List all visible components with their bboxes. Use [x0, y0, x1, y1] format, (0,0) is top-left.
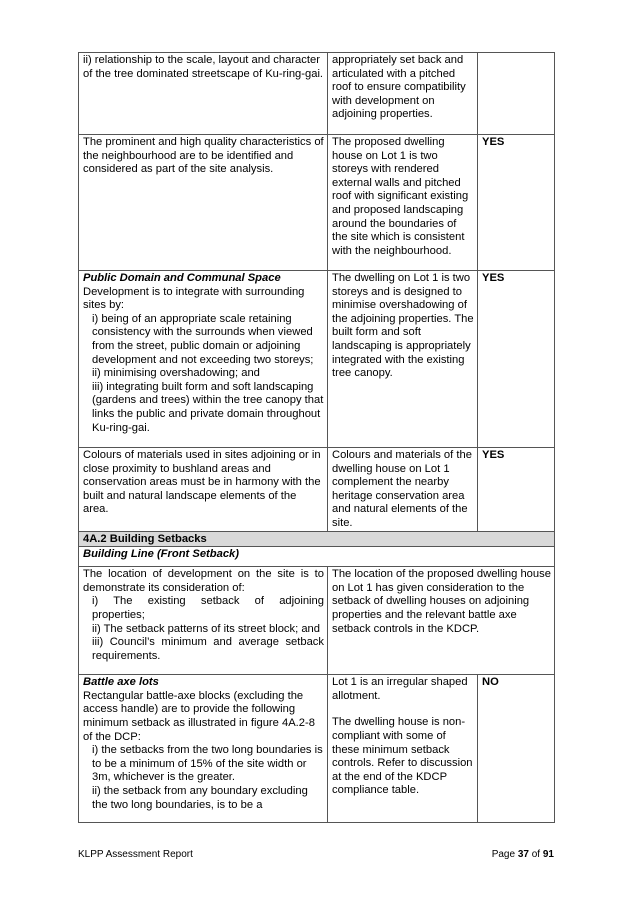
- comment-text: The location of the proposed dwelling house on Lot 1 has given consideration to the setback of dwelling houses on adjoining properties and the relevant battle axe setback controls in the KDCP.: [332, 568, 551, 635]
- comment-cell: [328, 567, 555, 675]
- subsection-row: [79, 547, 555, 567]
- comment-text: appropriately set back and articulated with a pitched roof to ensure compatibility with development on adjoining properties.: [332, 54, 466, 121]
- table-row: [79, 53, 555, 135]
- section-row: [79, 531, 555, 547]
- row-heading: Public Domain and Communal Space: [83, 272, 281, 284]
- page-of: of: [531, 849, 541, 860]
- comment-text: The dwelling house is non-compliant with some of these minimum setback controls. Refer to discussion at the end of the KDCP compliance table.: [332, 716, 473, 797]
- comment-text: Colours and materials of the dwelling house on Lot 1 complement the nearby heritage conservation area and natural elements of the site.: [332, 449, 472, 529]
- requirement-intro: Rectangular battle-axe blocks (excluding the access handle) are to provide the following minimum setback as illustrated in figure 4A.2-8 of the DCP:: [83, 689, 315, 743]
- requirement-item: i) the setbacks from the two long boundaries is to be a minimum of 15% of the site width or 3m, whichever is the greater.: [92, 744, 323, 784]
- requirement-item: i) The existing setback of adjoining properties;: [92, 595, 328, 621]
- compliance-cell: YES: [478, 448, 555, 532]
- comment-cell: [328, 271, 478, 448]
- table-row: [79, 675, 555, 823]
- requirement-item: ii) minimising overshadowing; and: [92, 367, 260, 380]
- comment-cell: [328, 53, 478, 135]
- requirement-cell: [79, 271, 328, 448]
- compliance-cell: [478, 53, 555, 135]
- table-row: [79, 271, 555, 448]
- requirement-intro: Development is to integrate with surrounding sites by:: [83, 285, 305, 312]
- table-row: [79, 448, 555, 532]
- requirement-item: iii) integrating built form and soft landscaping (gardens and trees) within the tree canopy that links the public and private domain throughout Ku-ring-gai.: [92, 380, 324, 434]
- requirement-text: Colours of materials used in sites adjoining or in close proximity to bushland areas and conservation areas must be in harmony with the built and natural landscape elements of the area.: [83, 449, 321, 516]
- requirement-intro: The location of development on the site is to demonstrate its consideration of:: [83, 568, 324, 594]
- requirement-text: The prominent and high quality characteristics of the neighbourhood are to be identified and considered as part of the site analysis.: [83, 136, 324, 176]
- compliance-cell: YES: [478, 271, 555, 448]
- compliance-table: [78, 52, 555, 823]
- row-heading: Battle axe lots: [83, 676, 159, 689]
- footer-report-title: KLPP Assessment Report: [78, 849, 193, 860]
- subsection-heading: Building Line (Front Setback): [79, 547, 555, 567]
- requirement-item: ii) the setback from any boundary excluding the two long boundaries, is to be a: [92, 784, 308, 811]
- requirement-item: i) being of an appropriate scale retaining consistency with the surrounds when viewed from the street, public domain or adjoining development and not exceeding two storeys;: [92, 312, 314, 366]
- table-row: [79, 567, 555, 675]
- table-row: [79, 135, 555, 271]
- page-word: Page: [491, 849, 516, 860]
- comment-text: The proposed dwelling house on Lot 1 is two storeys with rendered external walls and pitched roof with significant existing and proposed landscaping around the boundaries of the site which is consistent with the neighbourhood.: [332, 136, 469, 257]
- section-heading: 4A.2 Building Setbacks: [79, 531, 555, 547]
- comment-text: The dwelling on Lot 1 is two storeys and is designed to minimise overshadowing of the adjoining properties. The built form and soft landscaping is appropriately integrated with the existing tree canopy.: [332, 272, 474, 380]
- requirement-item: ii) The setback patterns of its street block; and: [92, 622, 321, 635]
- comment-cell: [328, 135, 478, 271]
- requirement-item: iii) Council’s minimum and average setback requirements.: [92, 636, 324, 662]
- comment-text: Lot 1 is an irregular shaped allotment.: [332, 676, 468, 702]
- requirement-cell: [79, 135, 328, 271]
- compliance-cell: YES: [478, 135, 555, 271]
- footer-page-number: [492, 849, 554, 860]
- comment-cell: [328, 675, 478, 823]
- comment-cell: [328, 448, 478, 532]
- requirement-text: ii) relationship to the scale, layout and character of the tree dominated streetscape of Ku-ring-gai.: [83, 54, 324, 80]
- page-current: 37: [517, 849, 529, 860]
- requirement-cell: [79, 53, 328, 135]
- requirement-cell: [79, 448, 328, 532]
- requirement-cell: [79, 675, 328, 823]
- compliance-cell: NO: [478, 675, 555, 823]
- page-total: 91: [542, 849, 554, 860]
- requirement-cell: [79, 567, 328, 675]
